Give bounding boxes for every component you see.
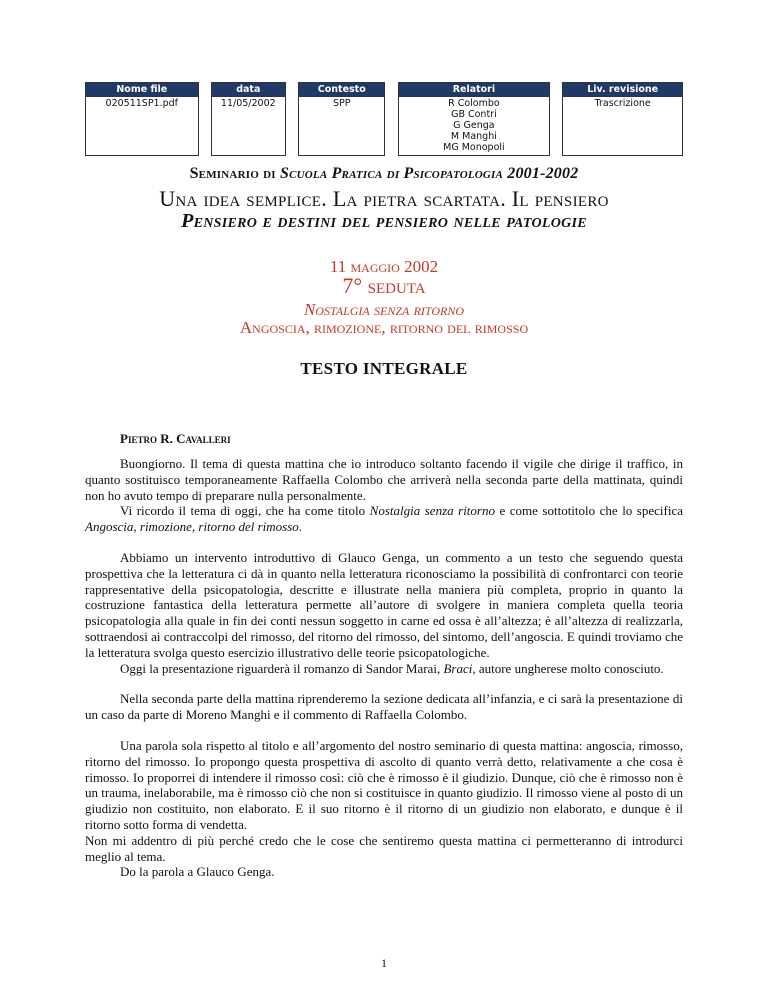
page-number: 1 — [381, 956, 387, 970]
speaker-name: G Genga — [453, 120, 495, 131]
metadata-header-row — [86, 83, 683, 97]
session-title: Nostalgia senza ritorno — [303, 300, 465, 319]
doc-date: 11/05/2002 — [211, 97, 285, 156]
context: SPP — [299, 97, 385, 156]
main-title: Una idea semplice. La pietra scartata. Il pensiero — [159, 186, 609, 211]
paragraph: Abbiamo un intervento introduttivo di Glauco Genga, un commento a un testo che seguendo questa prospettiva che la letteratura ci dà in quanto nella letteratura riconosciamo la possibilità di confrontarci con teorie rappresentative della psicopatologia, descritte e illustrate nella maniera più completa, proprio in quanto la costruzione fantastica della letteratura permette all’autore di svolgere in maniera completa quella teoria psicopatologia alla quale in fin dei conti nessun soggetto in carne ed ossa è all’altezza; è all’altezza di realizzarla, sottraendosi ai contraccolpi del rimosso, del ritorno del rimosso, del sintomo, dell’angoscia. E quindi troviamo che la letteratura svolga questo esercizio illustrativo delle teorie psicopatologiche. — [85, 549, 683, 660]
col-header-revision: Liv. revisione — [563, 83, 683, 97]
metadata-value-row — [86, 97, 683, 156]
session-subtitle: Angoscia, rimozione, ritorno del rimosso — [239, 318, 529, 337]
metadata-table — [85, 82, 683, 156]
speaker-name: M Manghi — [450, 131, 497, 142]
col-header-context: Contesto — [299, 83, 385, 97]
main-subtitle: Pensiero e destini del pensiero nelle patologie — [181, 210, 587, 232]
series-title: Seminario di Scuola Pratica di Psicopatologia 2001-2002 — [189, 165, 579, 182]
speaker-name: R Colombo — [448, 98, 500, 109]
body-text — [85, 456, 683, 880]
col-header-date: data — [211, 83, 285, 97]
session-date: 11 maggio 2002 — [329, 257, 439, 276]
col-header-file: Nome file — [86, 83, 199, 97]
speakers-list — [398, 97, 550, 156]
speaker-name: GB Contri — [451, 109, 497, 120]
file-name: 020511SP1.pdf — [86, 97, 199, 156]
paragraph: Una parola sola rispetto al titolo e all’argomento del nostro seminario di questa mattina: angoscia, rimosso, ritorno del rimosso. Io propongo questa prospettiva di ascolto di quanto verrà detto, relativamente a che cosa è rimosso. Io proporrei di intendere il rimosso così: ciò che è rimosso è il giudizio. Dunque, ciò che è rimosso non è un trauma, inelaborabile, ma è rimosso ciò che non si costituisce in quanto giudizio. Il rimosso viene al posto di un giudizio non costituito, non elaborato. E il suo ritorno è il ritorno di un giudizio non elaborato, e dunque è il ritorno sotto forma di vendetta. — [85, 737, 683, 832]
revision-level: Trascrizione — [563, 97, 683, 156]
col-header-speakers: Relatori — [398, 83, 550, 97]
paragraph: Vi ricordo il tema di oggi, che ha come titolo Nostalgia senza ritorno e come sottotitolo che lo specifica Angoscia, rimozione, ritorno del rimosso. — [85, 503, 684, 535]
paragraph: Non mi addentro di più perché credo che le cose che sentiremo questa mattina ci permetteranno di introdurci meglio al tema. — [85, 832, 683, 864]
document-type: TESTO INTEGRALE — [300, 359, 468, 378]
paragraph: Do la parola a Glauco Genga. — [120, 864, 275, 880]
session-number: 7° seduta — [342, 273, 426, 298]
paragraph: Oggi la presentazione riguarderà il romanzo di Sandor Marai, Braci, autore ungherese molto conosciuto. — [120, 660, 664, 676]
speaker-heading: Pietro R. Cavalleri — [120, 431, 231, 446]
paragraph: Buongiorno. Il tema di questa mattina che io introduco soltanto facendo il vigile che dirige il traffico, in quanto sostituisco temporaneamente Raffaella Colombo che arriverà nella seconda parte della mattinata, quindi non ho avuto tempo di preparare nulla personalmente. — [85, 456, 683, 503]
speaker-name: MG Monopoli — [443, 142, 505, 153]
paragraph: Nella seconda parte della mattina riprenderemo la sezione dedicata all’infanzia, e ci sarà la presentazione di un caso da parte di Moreno Manghi e il commento di Raffaella Colombo. — [85, 691, 683, 723]
